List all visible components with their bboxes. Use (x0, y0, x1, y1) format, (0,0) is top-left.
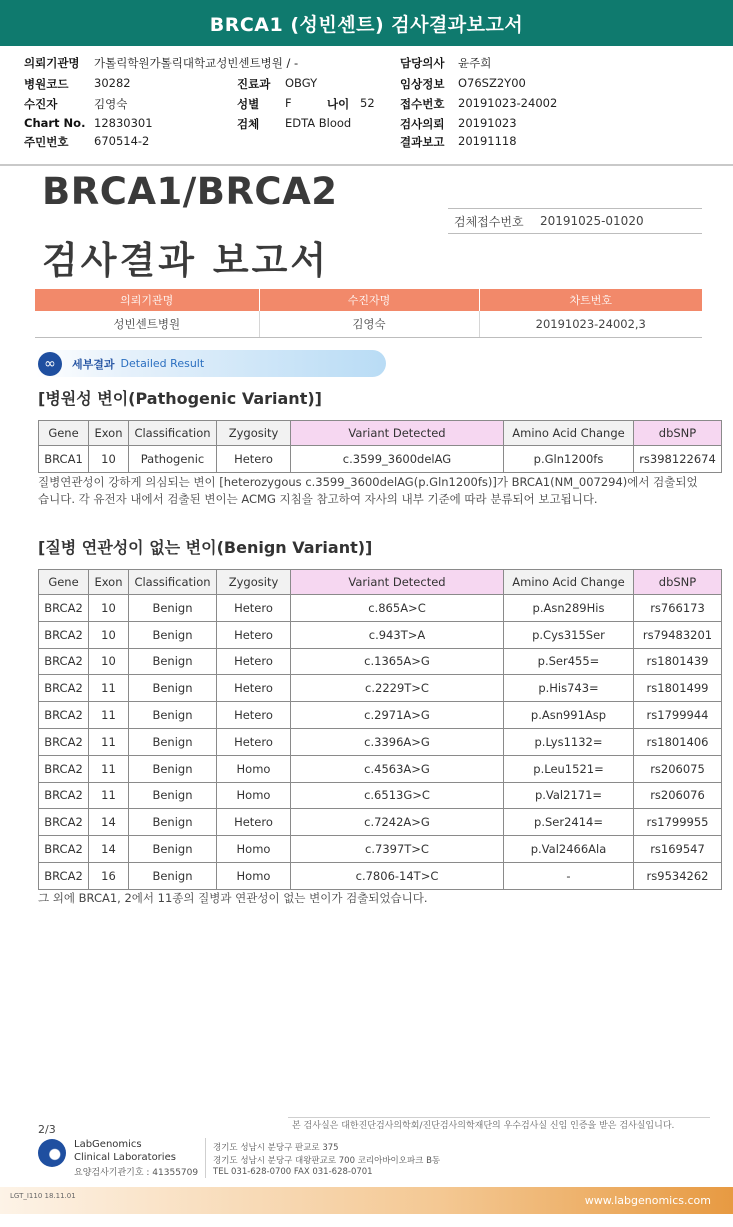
hospital-code-label: 병원코드 (24, 77, 69, 91)
ssn-label: 주민번호 (24, 135, 69, 149)
col-header: Classification (129, 421, 217, 446)
table-cell: Homo (217, 755, 291, 782)
clinical-label: 임상정보 (400, 77, 445, 91)
summary-header: 차트번호 (479, 289, 702, 311)
summary-cell: 성빈센트병원 (35, 311, 259, 337)
table-cell: 10 (89, 446, 129, 473)
table-cell: p.His743= (504, 675, 634, 702)
table-cell: Homo (217, 862, 291, 889)
table-cell: c.3599_3600delAG (291, 446, 504, 473)
pathogenic-table (38, 420, 722, 473)
accession-value: 20191023-24002 (458, 96, 558, 110)
doctor-label: 담당의사 (400, 56, 445, 70)
col-header: Amino Acid Change (504, 570, 634, 595)
lab-code: 요양검사기관기호 : 41355709 (74, 1168, 199, 1178)
ribbon-icon: ∞ (38, 352, 62, 376)
age-value: 52 (360, 96, 375, 110)
table-cell: 11 (89, 755, 129, 782)
table-cell: Benign (129, 836, 217, 863)
table-cell: BRCA2 (39, 675, 89, 702)
doctor-value: 윤주희 (458, 56, 492, 70)
report-date-label: 결과보고 (400, 135, 445, 149)
table-cell: rs398122674 (634, 446, 722, 473)
detailed-result-banner (36, 350, 386, 377)
table-row (39, 755, 722, 782)
report-header-bar (0, 0, 733, 46)
table-cell: rs169547 (634, 836, 722, 863)
table-cell: Hetero (217, 595, 291, 622)
table-cell: rs79483201 (634, 621, 722, 648)
table-cell: Benign (129, 782, 217, 809)
patient-value: 김영숙 (94, 97, 128, 111)
lab-name-line1: LabGenomics (74, 1139, 142, 1150)
table-cell: - (504, 862, 634, 889)
table-cell: p.Ser455= (504, 648, 634, 675)
table-row (39, 836, 722, 863)
detail-label-en: Detailed Result (120, 357, 205, 370)
table-cell: Hetero (217, 648, 291, 675)
table-cell: rs206075 (634, 755, 722, 782)
table-cell: Hetero (217, 675, 291, 702)
info-divider (0, 164, 733, 166)
table-cell: 11 (89, 728, 129, 755)
hospital-code-value: 30282 (94, 76, 131, 90)
table-cell: c.1365A>G (291, 648, 504, 675)
benign-table-body (39, 595, 722, 890)
address-line1: 경기도 성남시 분당구 판교로 375 (213, 1143, 339, 1153)
table-cell: BRCA2 (39, 621, 89, 648)
dept-label: 진료과 (237, 77, 271, 91)
col-header: Zygosity (217, 570, 291, 595)
table-cell: rs1801406 (634, 728, 722, 755)
table-cell: 10 (89, 621, 129, 648)
col-header: dbSNP (634, 421, 722, 446)
table-cell: Hetero (217, 728, 291, 755)
specimen-label: 검체 (237, 117, 260, 131)
table-cell: Benign (129, 648, 217, 675)
table-cell: Homo (217, 782, 291, 809)
benign-heading: [질병 연관성이 없는 변이(Benign Variant)] (38, 538, 373, 557)
chart-label: Chart No. (24, 116, 86, 130)
table-cell: rs766173 (634, 595, 722, 622)
sex-label: 성별 (237, 97, 260, 111)
page-number: 2/3 (38, 1123, 56, 1136)
receipt-value: 20191025-01020 (540, 214, 644, 228)
benign-table (38, 569, 722, 890)
form-code: LGT_I110 18.11.01 (10, 1192, 76, 1200)
footer-vertical-divider (205, 1138, 206, 1178)
labgenomics-logo-icon (38, 1139, 66, 1167)
institution-value: 가톨릭학원가톨릭대학교성빈센트병원 / - (94, 56, 299, 70)
summary-header: 수진자명 (259, 289, 479, 311)
table-cell: Homo (217, 836, 291, 863)
receipt-label: 검체접수번호 (454, 214, 524, 229)
summary-header: 의뢰기관명 (35, 289, 259, 311)
benign-note: 그 외에 BRCA1, 2에서 11종의 질병과 연관성이 없는 변이가 검출되었습니다. (38, 891, 428, 905)
col-header: Zygosity (217, 421, 291, 446)
col-header: Exon (89, 570, 129, 595)
table-cell: c.865A>C (291, 595, 504, 622)
receipt-number (448, 208, 702, 234)
table-cell: c.7397T>C (291, 836, 504, 863)
col-header: Variant Detected (291, 421, 504, 446)
table-cell: c.7806-14T>C (291, 862, 504, 889)
clinical-value: O76SZ2Y00 (458, 76, 526, 90)
table-cell: c.943T>A (291, 621, 504, 648)
table-cell: 11 (89, 782, 129, 809)
sex-value: F (285, 96, 292, 110)
table-row (39, 702, 722, 729)
pathogenic-note-line1: 질병연관성이 강하게 의심되는 변이 [heterozygous c.3599_3600delAG(p.Gln1200fs)]가 BRCA1(NM_007294)에서 검출되었 (38, 475, 698, 489)
table-cell: p.Cys315Ser (504, 621, 634, 648)
table-row (39, 595, 722, 622)
table-cell: c.4563A>G (291, 755, 504, 782)
table-row (39, 862, 722, 889)
table-cell: BRCA2 (39, 809, 89, 836)
detail-label-ko: 세부결과 (72, 357, 115, 371)
table-cell: Benign (129, 675, 217, 702)
chart-value: 12830301 (94, 116, 153, 130)
table-cell: 10 (89, 595, 129, 622)
table-cell: p.Gln1200fs (504, 446, 634, 473)
ssn-value: 670514-2 (94, 134, 150, 148)
table-cell: BRCA2 (39, 728, 89, 755)
table-cell: Pathogenic (129, 446, 217, 473)
table-cell: p.Ser2414= (504, 809, 634, 836)
table-cell: 11 (89, 675, 129, 702)
certification-text: 본 검사실은 대한진단검사의학회/진단검사의학재단의 우수검사실 신임 인증을 받은 검사실입니다. (292, 1121, 675, 1131)
table-cell: BRCA2 (39, 702, 89, 729)
table-cell: Hetero (217, 446, 291, 473)
summary-table (35, 289, 702, 338)
pathogenic-heading: [병원성 변이(Pathogenic Variant)] (38, 389, 322, 408)
report-title-main: BRCA1/BRCA2 (42, 170, 338, 213)
col-header: Classification (129, 570, 217, 595)
table-cell: BRCA2 (39, 595, 89, 622)
table-cell: BRCA2 (39, 836, 89, 863)
table-cell: c.2971A>G (291, 702, 504, 729)
patient-label: 수진자 (24, 97, 58, 111)
col-header: dbSNP (634, 570, 722, 595)
table-row (39, 675, 722, 702)
table-cell: rs206076 (634, 782, 722, 809)
table-row (39, 621, 722, 648)
col-header: Exon (89, 421, 129, 446)
report-date-value: 20191118 (458, 134, 517, 148)
table-cell: p.Leu1521= (504, 755, 634, 782)
table-cell: p.Val2171= (504, 782, 634, 809)
phone-fax: TEL 031-628-0700 FAX 031-628-0701 (213, 1167, 373, 1177)
table-cell: BRCA2 (39, 862, 89, 889)
table-header-row (39, 570, 722, 595)
table-cell: c.6513G>C (291, 782, 504, 809)
table-cell: Benign (129, 809, 217, 836)
patient-info (0, 50, 733, 162)
table-cell: Hetero (217, 702, 291, 729)
table-cell: BRCA2 (39, 755, 89, 782)
table-cell: rs1801499 (634, 675, 722, 702)
table-row (39, 782, 722, 809)
lab-name-line2: Clinical Laboratories (74, 1152, 176, 1163)
report-header-title: BRCA1 (성빈센트) 검사결과보고서 (209, 13, 524, 36)
table-cell: Hetero (217, 809, 291, 836)
table-row (39, 728, 722, 755)
col-header: Variant Detected (291, 570, 504, 595)
table-cell: Hetero (217, 621, 291, 648)
table-row (39, 809, 722, 836)
table-cell: p.Asn991Asp (504, 702, 634, 729)
table-cell: c.3396A>G (291, 728, 504, 755)
table-cell: p.Val2466Ala (504, 836, 634, 863)
col-header: Gene (39, 421, 89, 446)
table-cell: 11 (89, 702, 129, 729)
table-cell: rs1801439 (634, 648, 722, 675)
table-cell: p.Lys1132= (504, 728, 634, 755)
summary-cell: 김영숙 (259, 311, 479, 337)
request-value: 20191023 (458, 116, 517, 130)
table-cell: Benign (129, 595, 217, 622)
table-cell: 14 (89, 809, 129, 836)
table-cell: Benign (129, 862, 217, 889)
table-cell: 14 (89, 836, 129, 863)
dept-value: OBGY (285, 76, 318, 90)
table-cell: p.Asn289His (504, 595, 634, 622)
table-cell: c.7242A>G (291, 809, 504, 836)
table-cell: rs1799944 (634, 702, 722, 729)
table-cell: Benign (129, 621, 217, 648)
table-cell: 16 (89, 862, 129, 889)
table-cell: BRCA1 (39, 446, 89, 473)
accession-label: 접수번호 (400, 97, 445, 111)
table-cell: Benign (129, 728, 217, 755)
website-link[interactable]: www.labgenomics.com (584, 1194, 711, 1207)
table-row (39, 648, 722, 675)
age-label: 나이 (327, 97, 350, 111)
report-title-sub: 검사결과 보고서 (42, 239, 330, 282)
table-cell: c.2229T>C (291, 675, 504, 702)
request-label: 검사의뢰 (400, 117, 445, 131)
col-header: Gene (39, 570, 89, 595)
pathogenic-note-line2: 습니다. 각 유전자 내에서 검출된 변이는 ACMG 지침을 참고하여 자사의 내부 기준에 따라 분류되어 보고됩니다. (38, 492, 598, 506)
table-cell: BRCA2 (39, 648, 89, 675)
col-header: Amino Acid Change (504, 421, 634, 446)
specimen-value: EDTA Blood (285, 116, 352, 130)
table-cell: BRCA2 (39, 782, 89, 809)
table-cell: rs9534262 (634, 862, 722, 889)
table-cell: Benign (129, 702, 217, 729)
table-cell: 10 (89, 648, 129, 675)
table-row (39, 446, 722, 473)
institution-label: 의뢰기관명 (24, 56, 80, 70)
table-cell: rs1799955 (634, 809, 722, 836)
address-line2: 경기도 성남시 분당구 대왕판교로 700 코리아바이오파크 B동 (213, 1156, 441, 1166)
table-cell: Benign (129, 755, 217, 782)
table-header-row (39, 421, 722, 446)
summary-cell: 20191023-24002,3 (479, 311, 702, 337)
